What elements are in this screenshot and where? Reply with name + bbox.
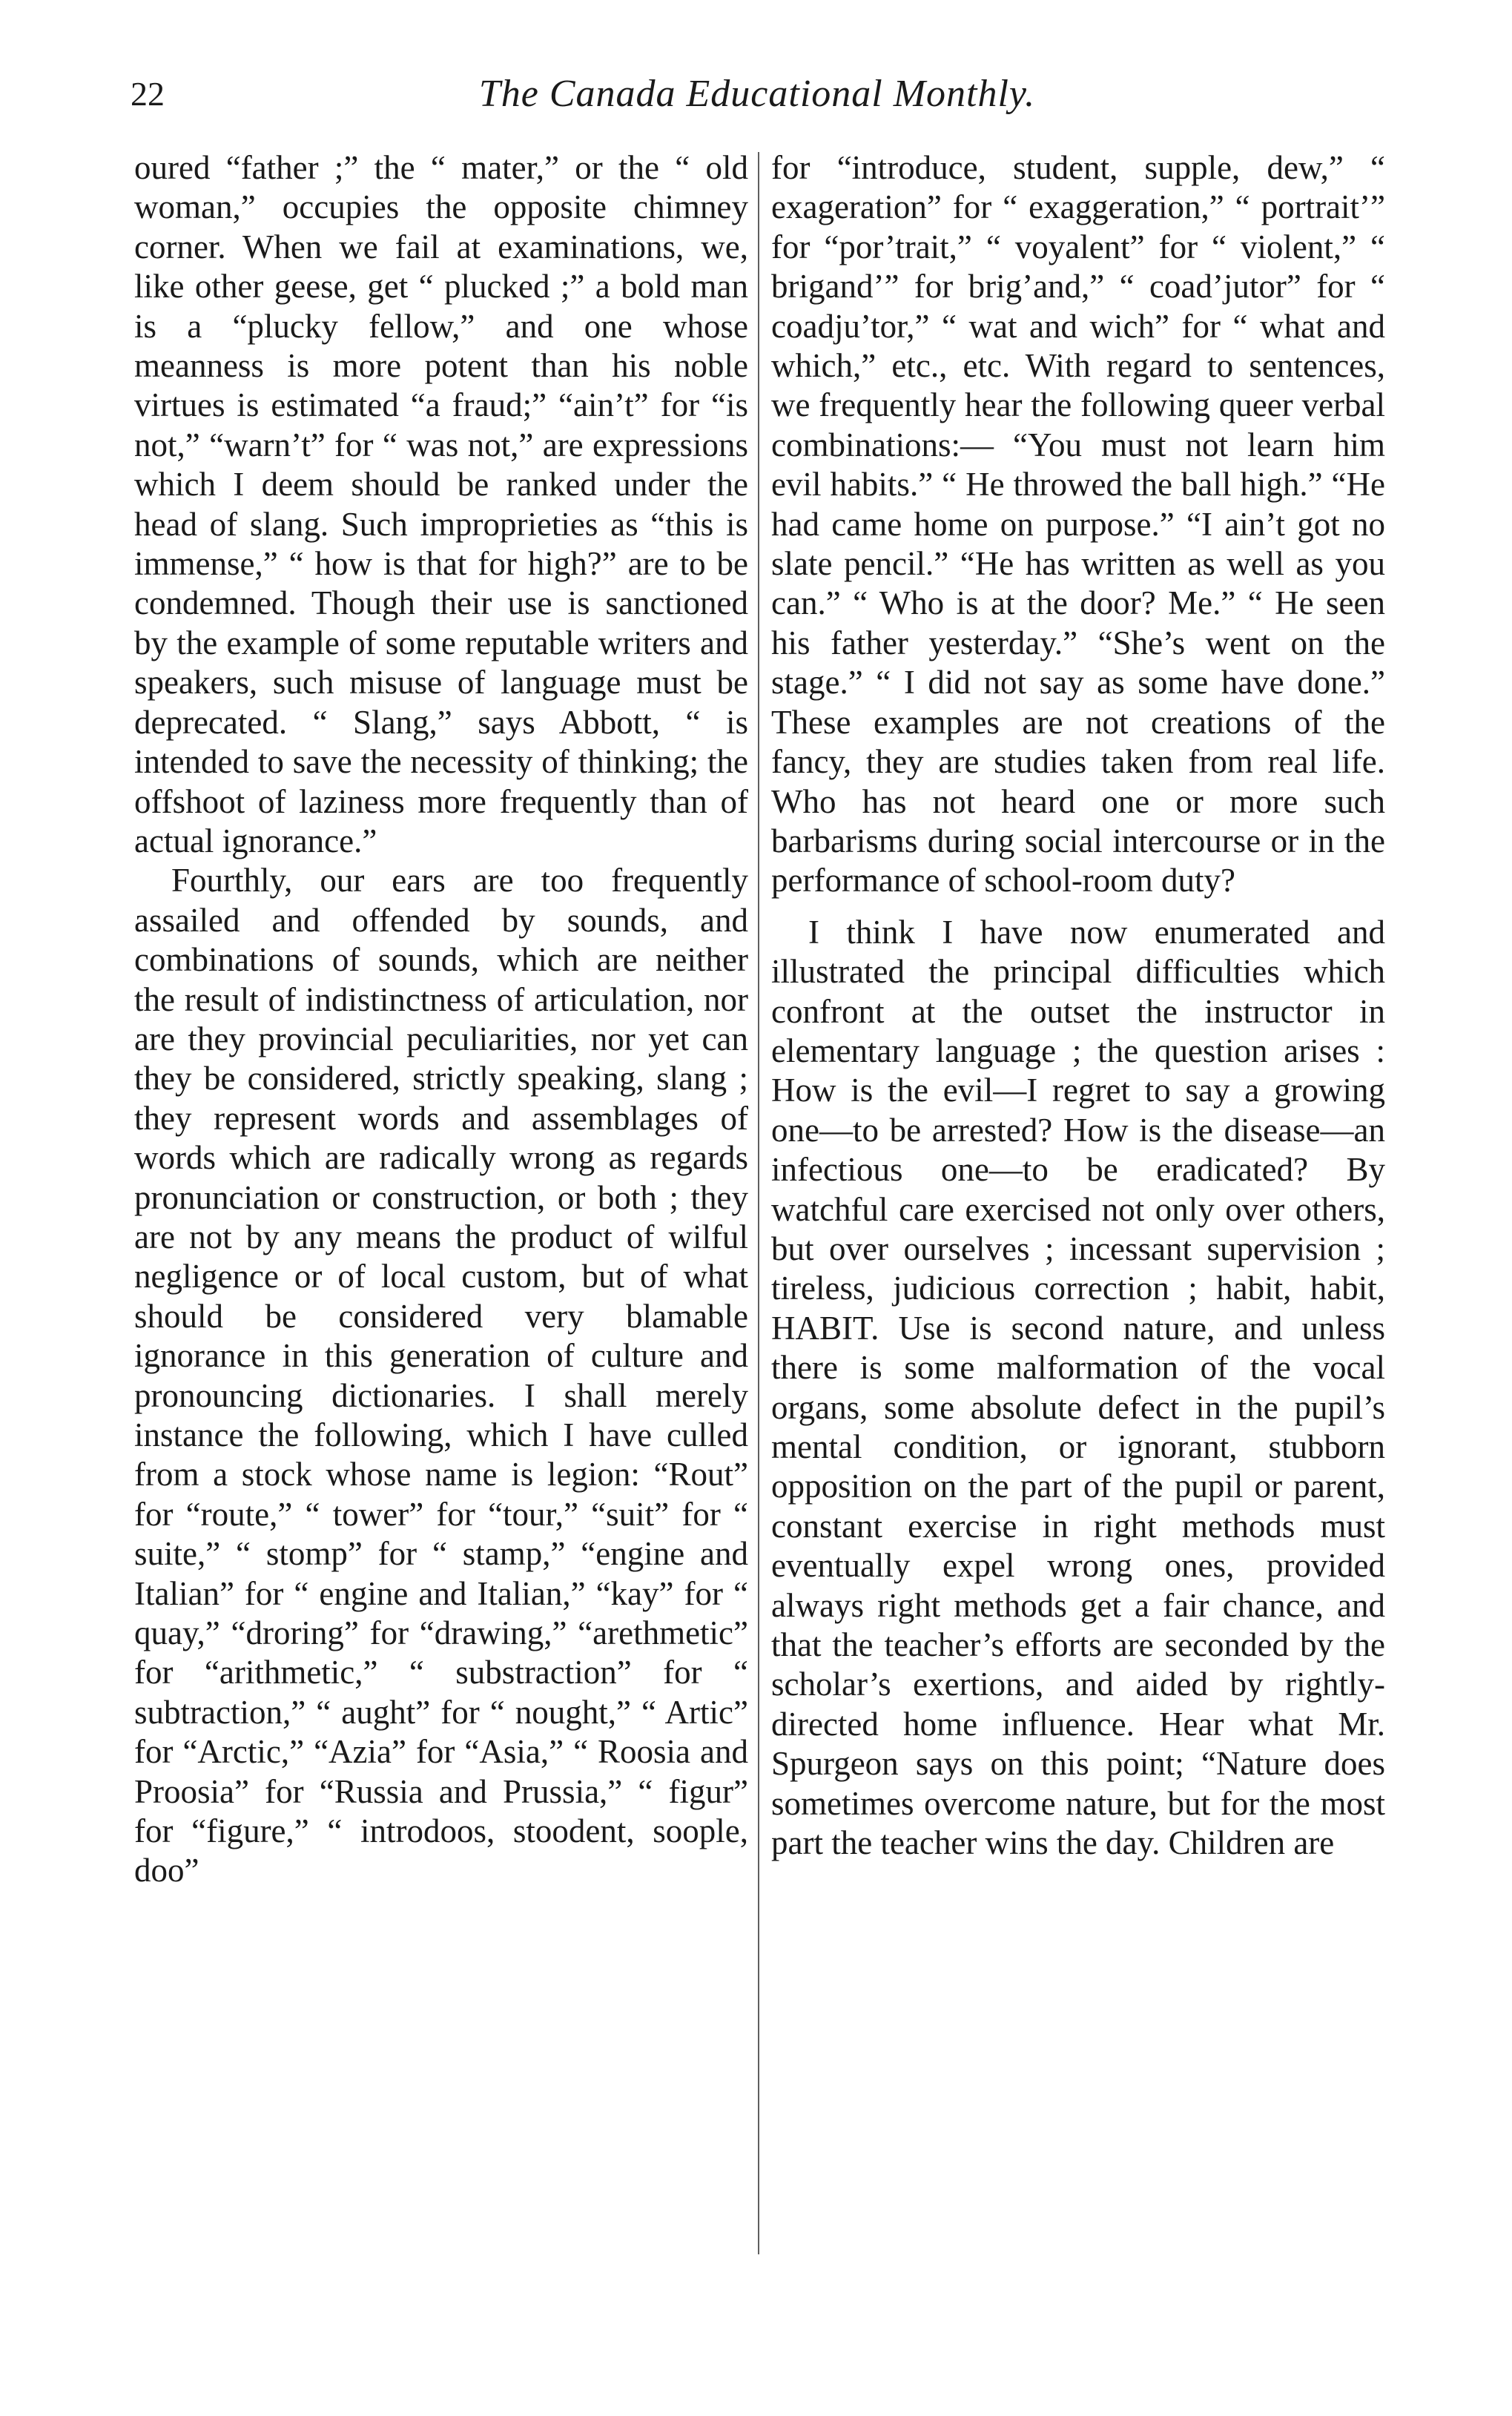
page-number: 22: [131, 75, 165, 113]
paragraph: Fourthly, our ears are too frequently assailed and offended by sounds, and combinations of sounds, which are neither the result of indistinctness of articulation, nor are they provincial peculiarities, nor yet can they be considered, strictly speaking, slang ; they represent words and assemblages of words which are radically wrong as regards pronunciation or construction, or both ; they are not by any means the product of wilful negligence or of local custom, but of what should be considered very blamable ignorance in this generation of culture and pronouncing dictionaries. I shall merely instance the following, which I have culled from a stock whose name is legion: “Rout” for “route,” “ tower” for “tour,” “suit” for “ suite,” “ stomp” for “ stamp,” “engine and Italian” for “ engine and Italian,” “kay” for “ quay,” “droring” for “drawing,” “arethmetic” for “arithmetic,” “ substraction” for “ subtraction,” “ aught” for “ nought,” “ Artic” for “Arctic,” “Azia” for “Asia,” “ Roosia and Proosia” for “Russia and Prussia,” “ figur” for “figure,” “ introdoos, stoodent, soople, doo”: [134, 862, 748, 1889]
right-column: [771, 148, 1385, 1863]
paragraph: oured “father ;” the “ mater,” or the “ old woman,” occupies the opposite chimney corner. When we fail at examinations, we, like other geese, get “ plucked ;” a bold man is a “plucky fellow,” and one whose meanness is more potent than his noble virtues is estimated “a fraud;” “ain’t” for “is not,” “warn’t” for “ was not,” are expressions which I deem should be ranked under the head of slang. Such improprieties as “this is immense,” “ how is that for high?” are to be condemned. Though their use is sanctioned by the example of some reputable writers and speakers, such misuse of language must be deprecated. “ Slang,” says Abbott, “ is intended to save the necessity of thinking; the offshoot of laziness more frequently than of actual ignorance.”: [134, 149, 748, 859]
paragraph: for “introduce, student, supple, dew,” “ exageration” for “ exaggeration,” “ portrait’” for “por’trait,” “ voyalent” for “ violent,” “ brigand’” for brig’and,” “ coad’jutor” for “ coadju’tor,” “ wat and wich” for “ what and which,” etc., etc. With regard to sentences, we frequently hear the following queer verbal combinations:— “You must not learn him evil habits.” “ He throwed the ball high.” “He had came home on purpose.” “I ain’t got no slate pencil.” “He has written as well as you can.” “ Who is at the door? Me.” “ He seen his father yesterday.” “She’s went on the stage.” “ I did not say as some have done.” These examples are not creations of the fancy, they are studies taken from real life. Who has not heard one or more such barbarisms during social intercourse or in the performance of school-room duty?: [771, 149, 1385, 900]
column-divider: [758, 152, 759, 2254]
running-header: [131, 68, 1384, 120]
journal-title: The Canada Educational Monthly.: [478, 73, 1036, 115]
left-column: [134, 148, 748, 1891]
paragraph: I think I have now enumerated and illustrated the principal difficulties which confront at the outset the instructor in elementary language ; the question arises : How is the evil—I regret to say a growing one—to be arrested? How is the disease—an infectious one—to be eradicated? By watchful care exercised not only over others, but over ourselves ; incessant supervision ; tireless, judicious correction ; habit, habit, HABIT. Use is second nature, and unless there is some malformation of the vocal organs, some absolute defect in the pupil’s mental condition, or ignorant, stubborn opposition on the part of the pupil or parent, constant exercise in right methods must eventually expel wrong ones, provided always right methods get a fair chance, and that the teacher’s efforts are seconded by the scholar’s exertions, and aided by rightly-directed home influence. Hear what Mr. Spurgeon says on this point; “Nature does sometimes overcome nature, but for the most part the teacher wins the day. Children are: [771, 913, 1385, 1862]
